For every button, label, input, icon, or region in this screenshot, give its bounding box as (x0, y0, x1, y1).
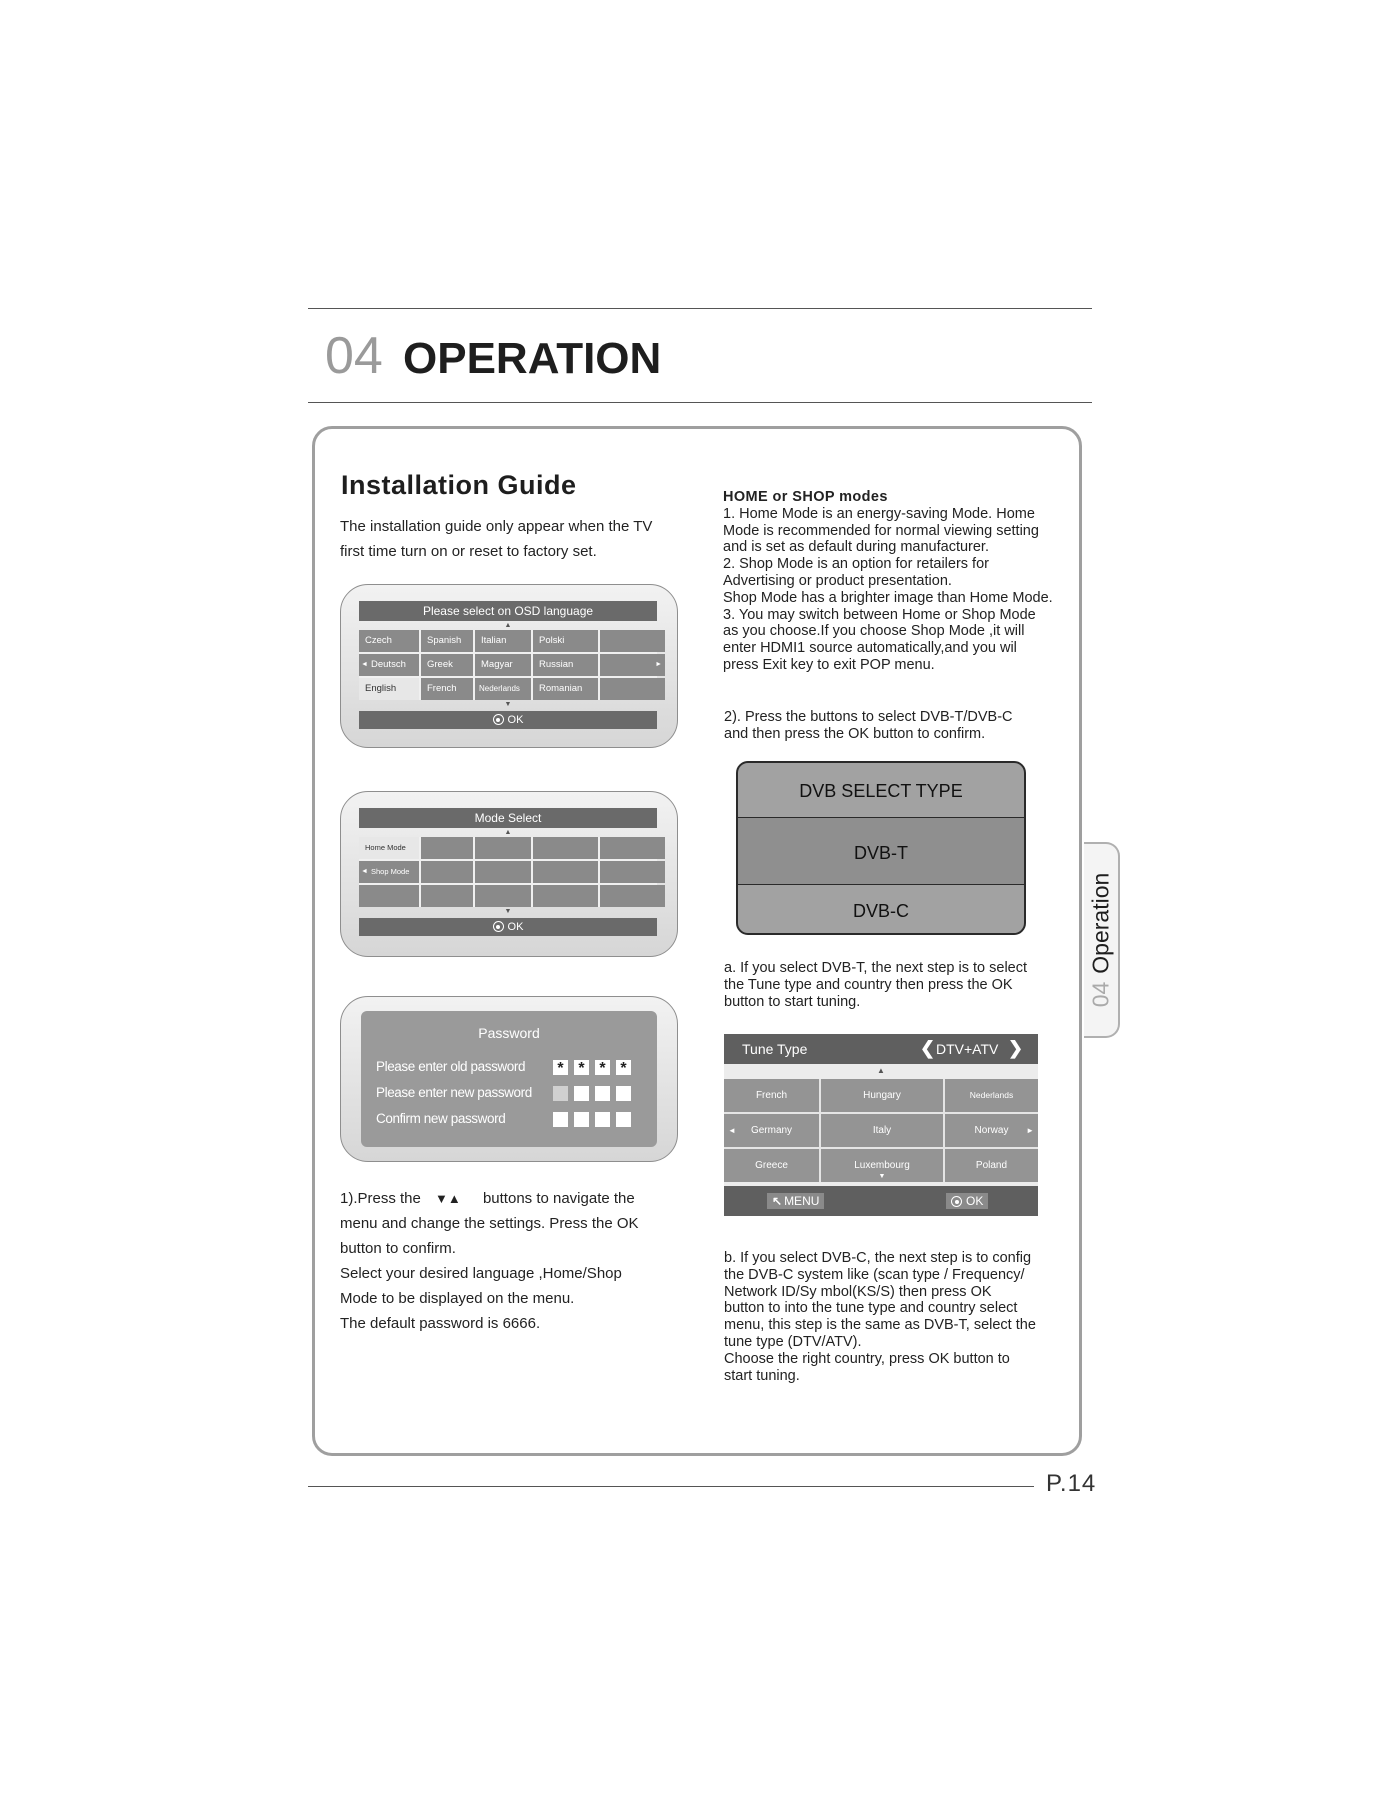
mode-cell-empty (475, 837, 531, 859)
language-option[interactable]: Italian (475, 630, 531, 652)
step-b-line: Choose the right country, press OK button to (724, 1350, 1010, 1367)
password-digit (595, 1112, 610, 1127)
country-option[interactable]: Poland (945, 1149, 1038, 1182)
language-option[interactable]: Magyar (475, 654, 531, 676)
step-a-line: a. If you select DVB-T, the next step is to select (724, 960, 1028, 976)
step-b-line: menu, this step is the same as DVB-T, select the (724, 1317, 1036, 1334)
language-option[interactable]: Russian (533, 654, 598, 676)
mode-cell-empty (421, 861, 473, 883)
step1-line-2: menu and change the settings. Press the OK (340, 1215, 639, 1232)
country-option[interactable]: Hungary (821, 1079, 943, 1112)
modes-heading: HOME or SHOP modes (723, 489, 888, 505)
menu-icon: ↖ (772, 1194, 783, 1208)
up-arrow-icon: ▲ (877, 1066, 885, 1075)
language-option-empty (600, 654, 665, 676)
down-arrow-icon: ▼ (504, 908, 512, 915)
country-option[interactable]: Italy (821, 1114, 943, 1147)
modes-line: press Exit key to exit POP menu. (723, 656, 935, 673)
step2-line-2: and then press the OK button to confirm. (724, 725, 986, 742)
step-a-line: button to start tuning. (724, 993, 861, 1010)
old-password-field[interactable] (553, 1060, 631, 1075)
language-option-empty (600, 678, 665, 700)
language-grid (359, 630, 662, 700)
home-mode-option[interactable]: Home Mode (359, 837, 419, 859)
osd-ok-bar[interactable]: OK (359, 711, 657, 729)
side-tab-label: Operation (1087, 872, 1114, 974)
header-bottom-rule (308, 402, 1092, 403)
modes-line: and is set as default during manufacturer. (723, 539, 989, 556)
step1-line-3: button to confirm. (340, 1240, 456, 1257)
modes-section (723, 489, 1053, 674)
country-option[interactable]: Norway ► (945, 1114, 1038, 1147)
chevron-right-icon[interactable]: ❯ (1008, 1038, 1024, 1058)
step1-line-5: Mode to be displayed on the menu. (340, 1290, 575, 1307)
dvb-c-option[interactable]: DVB-C (852, 901, 909, 921)
ok-icon (951, 1196, 962, 1207)
ok-icon (493, 714, 504, 725)
country-grid (724, 1079, 1038, 1182)
modes-line: 2. Shop Mode is an option for retailers for (723, 556, 989, 573)
modes-line: 3. You may switch between Home or Shop Mode (723, 606, 1036, 623)
language-option[interactable]: Romanian (533, 678, 598, 700)
down-arrow-icon: ▼ (504, 701, 512, 708)
ok-icon (493, 921, 504, 932)
dvb-select-title: DVB SELECT TYPE (799, 781, 963, 801)
step2-text (724, 709, 1013, 743)
up-arrow-icon: ▲ (504, 829, 512, 836)
step2-line-1: 2). Press the buttons to select DVB-T/DVB-C (724, 709, 1013, 725)
password-digit (574, 1086, 589, 1101)
password-digit: * (574, 1060, 589, 1075)
page-number: P.14 (1046, 1470, 1097, 1497)
country-option[interactable]: French (724, 1079, 819, 1112)
chapter-number: 04 (325, 327, 383, 385)
tune-footer (724, 1186, 1038, 1216)
mode-cell-empty (533, 885, 598, 907)
down-arrow-icon: ▼ (878, 1173, 886, 1180)
mode-cell-empty (600, 861, 665, 883)
intro-line-1: The installation guide only appear when the TV (340, 518, 653, 535)
step-b-line: the DVB-C system like (scan type / Frequency/ (724, 1266, 1025, 1283)
mode-select-screen (340, 791, 678, 957)
old-password-label: Please enter old password (376, 1059, 526, 1074)
chevron-left-icon[interactable]: ❮ (920, 1038, 936, 1058)
tune-type-label: Tune Type (742, 1041, 808, 1057)
mode-cell-empty (475, 885, 531, 907)
step1-line-1: 1).Press the ▼▲ buttons to navigate the (340, 1190, 635, 1207)
mode-cell-empty (600, 885, 665, 907)
new-password-label: Please enter new password (376, 1085, 532, 1100)
mode-cell-empty (475, 861, 531, 883)
password-digit (595, 1086, 610, 1101)
password-digit: * (616, 1060, 631, 1075)
modes-line: Shop Mode has a brighter image than Home Mode. (723, 589, 1053, 606)
password-digit: * (595, 1060, 610, 1075)
step-a-line: the Tune type and country then press the OK (724, 976, 1013, 993)
step-b-line: button to into the tune type and country select (724, 1300, 1018, 1317)
shop-mode-option[interactable]: ◄ Shop Mode (359, 861, 419, 883)
tune-type-screen (724, 1034, 1038, 1216)
side-tab-number: 04 (1087, 981, 1114, 1008)
step1-line-4: Select your desired language ,Home/Shop (340, 1265, 622, 1282)
password-digit (616, 1112, 631, 1127)
modes-line: Advertising or product presentation. (723, 572, 952, 589)
tune-type-header[interactable] (724, 1034, 1038, 1064)
password-digit (553, 1086, 568, 1101)
up-arrow-icon: ▲ (504, 622, 512, 629)
footer-rule (308, 1486, 1034, 1487)
language-option[interactable]: Greek (421, 654, 473, 676)
modes-line: enter HDMI1 source automatically,and you wil (723, 640, 1017, 657)
new-password-field[interactable] (553, 1086, 631, 1101)
step-b-line: b. If you select DVB-C, the next step is to config (724, 1250, 1032, 1266)
installation-guide-heading: Installation Guide (341, 470, 577, 500)
language-option[interactable]: Spanish (421, 630, 473, 652)
mode-cell-empty (533, 861, 598, 883)
language-option-empty (600, 630, 665, 652)
mode-screen-title: Mode Select (359, 808, 657, 828)
menu-button[interactable]: ↖ MENU (767, 1193, 824, 1209)
mode-cell-empty (421, 837, 473, 859)
left-arrow-icon: ◄ (361, 868, 368, 875)
password-title: Password (478, 1025, 540, 1041)
mode-cell-empty (359, 885, 419, 907)
step-b-text (724, 1250, 1036, 1384)
step1-line-6: The default password is 6666. (340, 1315, 541, 1332)
language-option[interactable]: Czech (359, 630, 419, 652)
tune-type-value: DTV+ATV (936, 1041, 999, 1057)
dvb-t-option[interactable]: DVB-T (854, 843, 908, 863)
password-digit (574, 1112, 589, 1127)
modes-line: 1. Home Mode is an energy-saving Mode. Home (723, 505, 1035, 522)
language-option[interactable]: French (421, 678, 473, 700)
country-option[interactable]: Greece (724, 1149, 819, 1182)
confirm-password-label: Confirm new password (376, 1111, 506, 1126)
modes-line: as you choose.If you choose Shop Mode ,it will (723, 623, 1025, 640)
mode-cell-empty (533, 837, 598, 859)
osd-language-screen (340, 584, 678, 748)
side-chapter-tab[interactable] (1084, 842, 1120, 1038)
dvb-select-dialog (736, 761, 1026, 935)
step-b-line: start tuning. (724, 1367, 800, 1384)
language-option[interactable]: Polski (533, 630, 598, 652)
language-option-selected[interactable]: English (359, 678, 419, 700)
language-option[interactable]: ◄ Deutsch (359, 654, 419, 676)
language-option[interactable]: Nederlands (475, 678, 531, 700)
right-arrow-icon: ► (1026, 1126, 1034, 1135)
left-arrow-icon: ◄ (728, 1126, 736, 1135)
right-arrow-icon: ► (655, 661, 662, 668)
password-digit (553, 1112, 568, 1127)
osd-screen-title: Please select on OSD language (359, 601, 657, 621)
country-option[interactable]: Luxembourg ▼ (821, 1149, 943, 1182)
step-a-text (724, 960, 1027, 1010)
country-option[interactable]: ◄ Germany (724, 1114, 819, 1147)
left-arrow-icon: ◄ (361, 661, 368, 668)
mode-grid (359, 837, 657, 907)
password-digit: * (553, 1060, 568, 1075)
navigation-arrows-icon: ▼▲ (435, 1191, 461, 1206)
mode-ok-bar[interactable]: OK (359, 918, 657, 936)
ok-button[interactable]: OK (946, 1193, 988, 1209)
password-panel (361, 1011, 657, 1147)
modes-line: Mode is recommended for normal viewing setting (723, 522, 1039, 539)
mode-cell-empty (421, 885, 473, 907)
country-option[interactable]: Nederlands (945, 1079, 1038, 1112)
step-b-line: tune type (DTV/ATV). (724, 1333, 862, 1350)
confirm-password-field[interactable] (553, 1112, 631, 1127)
step-b-line: Network ID/Sy mbol(KS/S) then press OK (724, 1283, 992, 1300)
password-digit (616, 1086, 631, 1101)
intro-line-2: first time turn on or reset to factory set. (340, 543, 597, 560)
top-rule (308, 308, 1092, 309)
password-screen (340, 996, 678, 1162)
chapter-title: OPERATION (403, 334, 662, 383)
mode-cell-empty (600, 837, 665, 859)
